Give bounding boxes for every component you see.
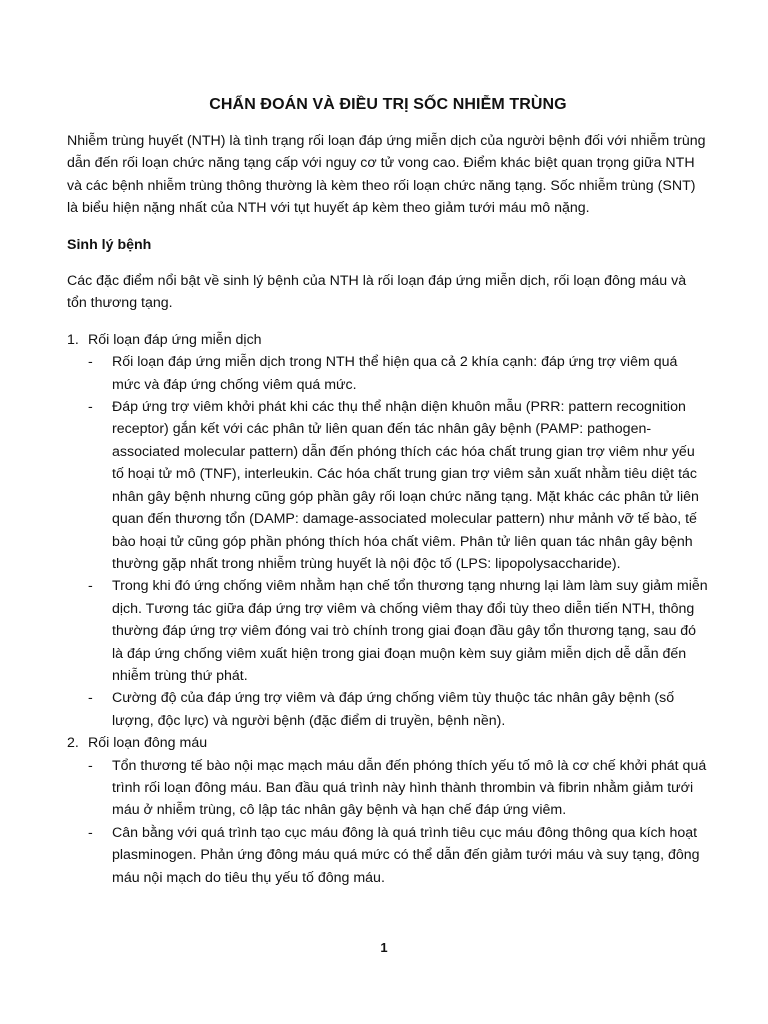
intro-paragraph: Nhiễm trùng huyết (NTH) là tình trạng rối loạn đáp ứng miễn dịch của người bệnh đối với nhiễm trùng dẫn đến rối loạn chức năng tạng cấp với nguy cơ tử vong cao. Điểm khác biệt quan trọng giữa NTH và các bệnh nhiễm trùng thông thường là kèm theo rối loạn chức năng tạng. Sốc nhiễm trùng (SNT) là biểu hiện nặng nhất của NTH với tụt huyết áp kèm theo giảm tưới máu mô nặng. <box>67 133 706 217</box>
bullet-item <box>88 351 709 396</box>
section-intro-paragraph: Các đặc điểm nổi bật về sinh lý bệnh của NTH là rối loạn đáp ứng miễn dịch, rối loạn đông máu và tổn thương tạng. <box>67 273 687 312</box>
bullet-marker: - <box>88 578 93 595</box>
bullet-marker: - <box>88 690 93 707</box>
bullet-marker: - <box>88 354 93 371</box>
page-title: CHẨN ĐOÁN VÀ ĐIỀU TRỊ SỐC NHIỄM TRÙNG <box>209 96 567 113</box>
bullet-list <box>67 755 709 889</box>
bullet-text: Rối loạn đáp ứng miễn dịch trong NTH thể hiện qua cả 2 khía cạnh: đáp ứng trợ viêm quá mức và đáp ứng chống viêm quá mức. <box>112 354 678 393</box>
list-item-title <box>67 732 709 754</box>
bullet-text: Cân bằng với quá trình tạo cục máu đông là quá trình tiêu cục máu đông thông qua kích hoạt plasminogen. Phản ứng đông máu quá mức có thể dẫn đến giảm tưới máu và suy tạng, đông máu nội mạch do tiêu thụ yếu tố đông máu. <box>112 824 700 886</box>
bullet-item <box>88 687 709 732</box>
bullet-text: Cường độ của đáp ứng trợ viêm và đáp ứng chống viêm tùy thuộc tác nhân gây bệnh (số lượng, độc lực) và người bệnh (đặc điểm di truyền, bệnh nền). <box>112 690 675 729</box>
bullet-item <box>88 822 709 889</box>
bullet-text: Tổn thương tế bào nội mạc mạch máu dẫn đến phóng thích yếu tố mô là cơ chế khởi phát quá trình rối loạn đông máu. Ban đầu quá trình này hình thành thrombin và fibrin nhằm giảm tưới máu ở nhiễm trùng, cô lập tác nhân gây bệnh và hạn chế đáp ứng viêm. <box>112 757 707 819</box>
section-heading: Sinh lý bệnh <box>67 236 152 253</box>
numbered-list <box>67 329 709 889</box>
bullet-item <box>88 396 709 575</box>
bullet-marker: - <box>88 399 93 416</box>
list-item <box>67 732 709 889</box>
list-item-number: 1. <box>67 331 79 348</box>
bullet-item <box>88 755 709 822</box>
bullet-list <box>67 351 709 732</box>
bullet-item <box>88 575 709 687</box>
list-item-number: 2. <box>67 735 79 752</box>
bullet-text: Đáp ứng trợ viêm khởi phát khi các thụ thể nhận diện khuôn mẫu (PRR: pattern recognition receptor) gắn kết với các phân tử liên quan đến tác nhân gây bệnh (PAMP: pathogen-associated molecular pattern) dẫn đến phóng thích các hóa chất trung gian trợ viêm như yếu tố hoại tử mô (TNF), interleukin. Các hóa chất trung gian trợ viêm sản xuất nhằm tiêu diệt tác nhân gây bệnh nhưng cũng góp phần gây rối loạn chức năng tạng. Mặt khác các phân tử liên quan đến thương tổn (DAMP: damage-associated molecular pattern) như mảnh vỡ tế bào, tế bào hoại tử cũng góp phần phóng thích hóa chất viêm. Phân tử liên quan tác nhân gây bệnh thường gặp nhất trong nhiễm trùng huyết là nội độc tố (LPS: lipopolysaccharide). <box>112 399 699 572</box>
list-item-title <box>67 329 709 351</box>
bullet-marker: - <box>88 824 93 841</box>
page-number: 1 <box>380 940 388 955</box>
list-item-heading: Rối loạn đáp ứng miễn dịch <box>88 331 262 348</box>
list-item <box>67 329 709 732</box>
document-content <box>67 94 709 889</box>
bullet-marker: - <box>88 757 93 774</box>
bullet-text: Trong khi đó ứng chống viêm nhằm hạn chế tổn thương tạng nhưng lại làm làm suy giảm miễn dịch. Tương tác giữa đáp ứng trợ viêm và chống viêm thay đổi tùy theo diễn tiến NTH, thông thường đáp ứng trợ viêm đóng vai trò chính trong giai đoạn đầu gây tổn thương tạng, sau đó là đáp ứng chống viêm xuất hiện trong giai đoạn muộn kèm suy giảm miễn dịch dễ dẫn đến nhiễm trùng thứ phát. <box>112 578 708 684</box>
list-item-heading: Rối loạn đông máu <box>88 735 208 752</box>
